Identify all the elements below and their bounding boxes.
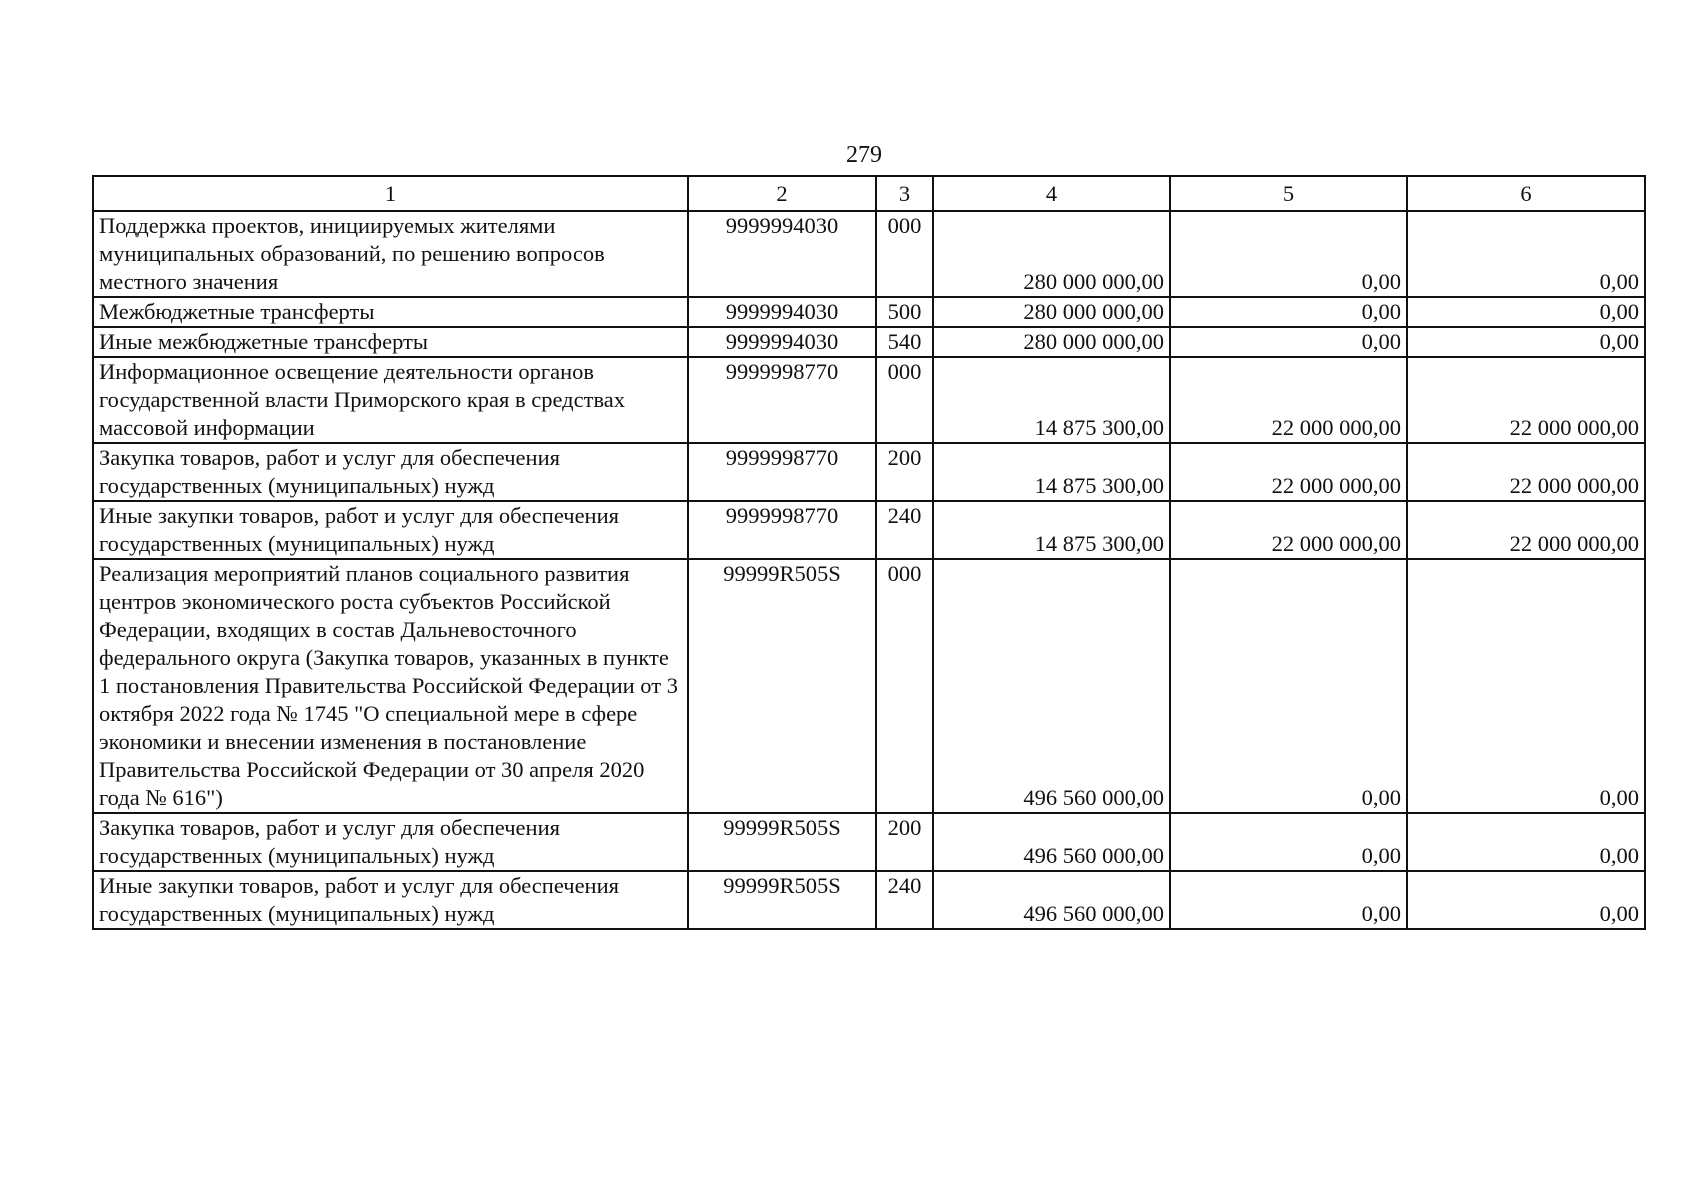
expense-type-cell: 240 [876, 871, 933, 929]
expense-type-cell: 000 [876, 357, 933, 443]
column-header: 4 [933, 176, 1170, 211]
amount-cell-col4: 496 560 000,00 [933, 559, 1170, 813]
column-header: 5 [1170, 176, 1407, 211]
amount-cell-col4: 280 000 000,00 [933, 297, 1170, 327]
expense-type-cell: 500 [876, 297, 933, 327]
budget-table [92, 175, 1646, 930]
amount-cell-col6: 0,00 [1407, 297, 1645, 327]
expense-name-cell: Поддержка проектов, инициируемых жителями муниципальных образований, по решению вопросов местного значения [93, 211, 688, 297]
expense-type-cell: 540 [876, 327, 933, 357]
expense-type-cell: 000 [876, 559, 933, 813]
column-header: 2 [688, 176, 876, 211]
table-row [93, 813, 1645, 871]
column-header: 6 [1407, 176, 1645, 211]
amount-cell-col6: 0,00 [1407, 211, 1645, 297]
target-article-cell: 9999998770 [688, 357, 876, 443]
amount-cell-col5: 0,00 [1170, 559, 1407, 813]
amount-cell-col4: 14 875 300,00 [933, 443, 1170, 501]
expense-type-cell: 000 [876, 211, 933, 297]
amount-cell-col6: 22 000 000,00 [1407, 357, 1645, 443]
table-row [93, 443, 1645, 501]
table-header-row [93, 176, 1645, 211]
target-article-cell: 99999R505S [688, 559, 876, 813]
target-article-cell: 9999998770 [688, 501, 876, 559]
amount-cell-col6: 0,00 [1407, 813, 1645, 871]
target-article-cell: 9999994030 [688, 211, 876, 297]
amount-cell-col5: 22 000 000,00 [1170, 357, 1407, 443]
amount-cell-col4: 280 000 000,00 [933, 211, 1170, 297]
target-article-cell: 99999R505S [688, 871, 876, 929]
expense-name-cell: Иные закупки товаров, работ и услуг для обеспечения государственных (муниципальных) нужд [93, 501, 688, 559]
amount-cell-col5: 0,00 [1170, 211, 1407, 297]
expense-type-cell: 240 [876, 501, 933, 559]
expense-type-cell: 200 [876, 813, 933, 871]
table-row [93, 211, 1645, 297]
column-header: 3 [876, 176, 933, 211]
table-row [93, 357, 1645, 443]
target-article-cell: 9999994030 [688, 297, 876, 327]
amount-cell-col6: 0,00 [1407, 559, 1645, 813]
target-article-cell: 9999994030 [688, 327, 876, 357]
target-article-cell: 9999998770 [688, 443, 876, 501]
expense-name-cell: Межбюджетные трансферты [93, 297, 688, 327]
expense-name-cell: Иные закупки товаров, работ и услуг для обеспечения государственных (муниципальных) нужд [93, 871, 688, 929]
amount-cell-col6: 0,00 [1407, 327, 1645, 357]
expense-name-cell: Закупка товаров, работ и услуг для обеспечения государственных (муниципальных) нужд [93, 443, 688, 501]
amount-cell-col4: 14 875 300,00 [933, 357, 1170, 443]
amount-cell-col5: 0,00 [1170, 871, 1407, 929]
expense-name-cell: Закупка товаров, работ и услуг для обеспечения государственных (муниципальных) нужд [93, 813, 688, 871]
amount-cell-col5: 0,00 [1170, 813, 1407, 871]
amount-cell-col5: 0,00 [1170, 297, 1407, 327]
table-row [93, 297, 1645, 327]
expense-name-cell: Реализация мероприятий планов социального развития центров экономического роста субъектов Российской Федерации, входящих в состав Дальневосточного федерального округа (Закупка товаров, указанных в пункте 1 постановления Правительства Российской Федерации от 3 октября 2022 года № 1745 "О специальной мере в сфере экономики и внесении изменения в постановление Правительства Российской Федерации от 30 апреля 2020 года № 616") [93, 559, 688, 813]
column-header: 1 [93, 176, 688, 211]
table-row [93, 871, 1645, 929]
table-row [93, 559, 1645, 813]
amount-cell-col4: 496 560 000,00 [933, 871, 1170, 929]
table-row [93, 327, 1645, 357]
amount-cell-col4: 280 000 000,00 [933, 327, 1170, 357]
amount-cell-col5: 22 000 000,00 [1170, 443, 1407, 501]
expense-name-cell: Информационное освещение деятельности органов государственной власти Приморского края в средствах массовой информации [93, 357, 688, 443]
expense-type-cell: 200 [876, 443, 933, 501]
amount-cell-col4: 496 560 000,00 [933, 813, 1170, 871]
target-article-cell: 99999R505S [688, 813, 876, 871]
amount-cell-col6: 22 000 000,00 [1407, 443, 1645, 501]
page-number: 279 [846, 142, 882, 168]
amount-cell-col4: 14 875 300,00 [933, 501, 1170, 559]
amount-cell-col6: 22 000 000,00 [1407, 501, 1645, 559]
table-row [93, 501, 1645, 559]
amount-cell-col5: 0,00 [1170, 327, 1407, 357]
amount-cell-col6: 0,00 [1407, 871, 1645, 929]
amount-cell-col5: 22 000 000,00 [1170, 501, 1407, 559]
expense-name-cell: Иные межбюджетные трансферты [93, 327, 688, 357]
